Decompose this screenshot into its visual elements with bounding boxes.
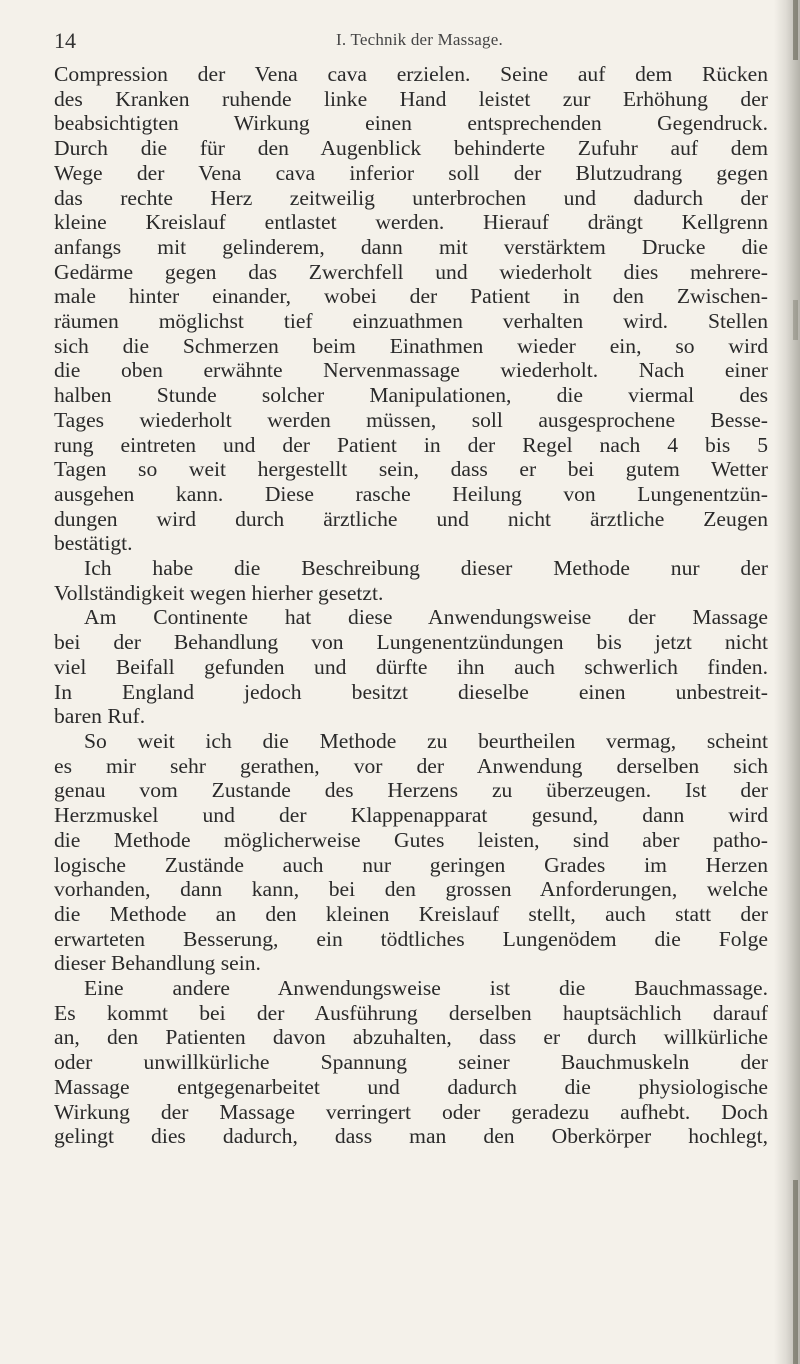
paragraph-2 [54,556,768,605]
text-line: es mir sehr gerathen, vor der Anwendung derselben sich [54,753,768,778]
text-line: ausgehen kann. Diese rasche Heilung von Lungenentzün- [54,481,768,506]
text-line: des Kranken ruhende linke Hand leistet zur Erhöhung der [54,86,768,111]
text-line: So weit ich die Methode zu beurtheilen vermag, scheint [84,728,768,753]
page-edge-shadow [774,0,800,1364]
page-edge-mark [793,1180,798,1364]
text-line: die Methode an den kleinen Kreislauf stellt, auch statt der [54,901,768,926]
text-line: bestätigt. [54,531,133,556]
text-line: anfangs mit gelinderem, dann mit verstärktem Drucke die [54,234,768,259]
text-line: räumen möglichst tief einzuathmen verhalten wird. Stellen [54,309,768,334]
text-line: dieser Behandlung sein. [54,951,261,976]
text-line: genau vom Zustande des Herzens zu überzeugen. Ist der [54,778,768,803]
paragraph-5 [54,976,768,1149]
text-line: Ich habe die Beschreibung dieser Methode nur der [84,556,768,581]
text-line: Compression der Vena cava erzielen. Seine auf dem Rücken [54,62,768,86]
text-line: Durch die für den Augenblick behinderte Zufuhr auf dem [54,136,768,161]
text-line: Am Continente hat diese Anwendungsweise der Massage [84,605,768,630]
page-number: 14 [54,28,76,53]
text-line: beabsichtigten Wirkung einen entsprechenden Gegendruck. [54,111,768,136]
text-line: Wirkung der Massage verringert oder geradezu aufhebt. Doch [54,1099,768,1124]
text-line: Tagen so weit hergestellt sein, dass er bei gutem Wetter [54,457,768,482]
text-line: Massage entgegenarbeitet und dadurch die physiologische [54,1074,768,1099]
text-line: dungen wird durch ärztliche und nicht ärztliche Zeugen [54,506,768,531]
text-line: rung eintreten und der Patient in der Regel nach 4 bis 5 [54,432,768,457]
text-line: erwarteten Besserung, ein tödtliches Lungenödem die Folge [54,926,768,951]
text-line: Es kommt bei der Ausführung derselben hauptsächlich darauf [54,1000,768,1025]
text-line: Wege der Vena cava inferior soll der Blutzudrang gegen [54,160,768,185]
text-line: halben Stunde solcher Manipulationen, die viermal des [54,383,768,408]
text-line: gelingt dies dadurch, dass man den Oberkörper hochlegt, [54,1124,768,1149]
running-head: I. Technik der Massage. [336,30,503,49]
text-line: an, den Patienten davon abzuhalten, dass er durch willkürliche [54,1025,768,1050]
text-line: das rechte Herz zeitweilig unterbrochen und dadurch der [54,185,768,210]
text-line: Vollständigkeit wegen hierher gesetzt. [54,580,384,605]
paragraph-1 [54,62,768,556]
text-line: sich die Schmerzen beim Einathmen wieder ein, so wird [54,333,768,358]
text-line: viel Beifall gefunden und dürfte ihn auch schwerlich finden. [54,654,768,679]
text-line: baren Ruf. [54,704,146,729]
text-line: Gedärme gegen das Zwerchfell und wiederholt dies mehrere- [54,259,768,284]
text-line: kleine Kreislauf entlastet werden. Hierauf drängt Kellgrenn [54,210,768,235]
text-line: logische Zustände auch nur geringen Grades im Herzen [54,852,768,877]
text-line: In England jedoch besitzt dieselbe einen unbestreit- [54,679,768,704]
page-edge-mark [793,300,798,340]
text-line: Herzmuskel und der Klappenapparat gesund, dann wird [54,803,768,828]
text-line: male hinter einander, wobei der Patient in den Zwischen- [54,284,768,309]
text-line: die Methode möglicherweise Gutes leisten, sind aber patho- [54,827,768,852]
body-text [54,62,768,1149]
page-edge-mark [793,0,798,60]
text-line: Eine andere Anwendungsweise ist die Bauchmassage. [84,976,768,1001]
paragraph-4 [54,729,768,976]
text-line: bei der Behandlung von Lungenentzündungen bis jetzt nicht [54,630,768,655]
text-line: die oben erwähnte Nervenmassage wiederholt. Nach einer [54,358,768,383]
text-line: vorhanden, dann kann, bei den grossen Anforderungen, welche [54,877,768,902]
paragraph-3 [54,605,768,729]
text-line: Tages wiederholt werden müssen, soll ausgesprochene Besse- [54,407,768,432]
page-header [54,16,754,56]
text-line: oder unwillkürliche Spannung seiner Bauchmuskeln der [54,1050,768,1075]
